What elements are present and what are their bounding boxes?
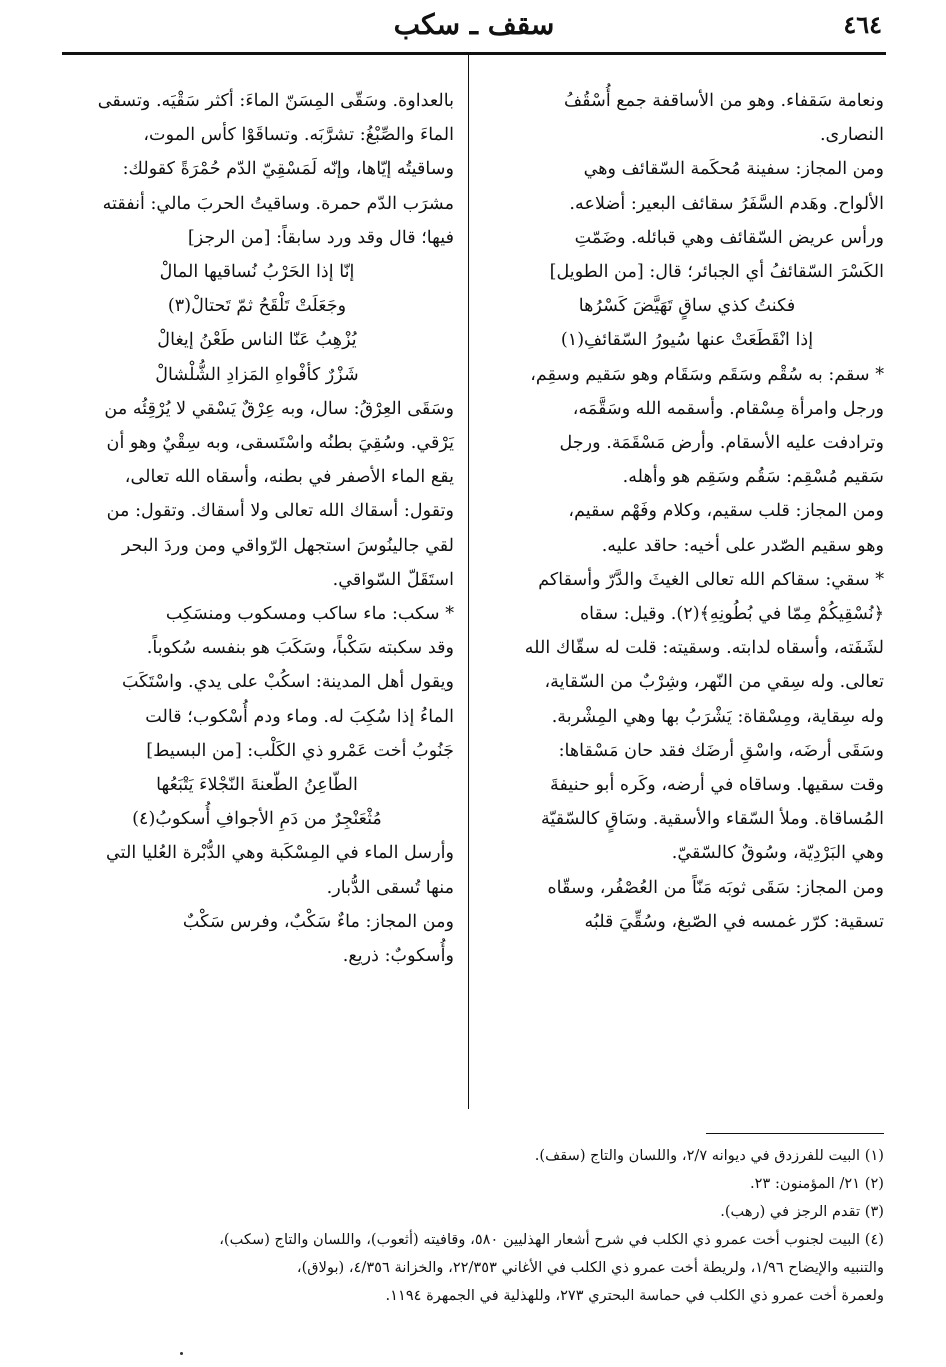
text-line: النصارى. <box>819 125 884 146</box>
text-line: يقع الماء الأصفر في بطنه، وأسقاه الله تعالى، <box>124 467 454 488</box>
verse-line: مُثْعَنْجِرٌ من دَمِ الأجوافِ أُسكوبُ(٤) <box>132 809 382 830</box>
text-line: * سقم: به سُقْم وسَقَم وسَقَام وهو سَقيم وسقِم، <box>530 364 884 385</box>
text-line: * سكب: ماء ساكب ومسكوب ومنسَكِب <box>165 604 454 625</box>
text-line: وساقيتُه إيّاها، وإنّه لَمَسْقِيّ الدّم حُمْرَةً كقولك: <box>122 159 454 180</box>
verse-line: الطّاعِنُ الطّعنةَ النّجْلاءَ يَتْبَعُها <box>156 775 358 796</box>
footnote-rule <box>706 1133 884 1134</box>
footnotes <box>60 1142 884 1310</box>
text-line: ورأس عريض السّقائف وهي قبائله. وضَمّتِ <box>574 227 884 248</box>
text-line: فيها؛ قال وقد ورد سابقاً: [من الرجز] <box>187 227 454 248</box>
text-line: الكَسْرَ السّقائفُ أي الجبائر؛ قال: [من الطويل] <box>549 262 884 283</box>
verse-line: فكنتُ كذي ساقٍ تَهَيَّضَ كَسْرُها <box>578 296 796 317</box>
text-line: وأُسكوبٌ: ذريع. <box>342 946 454 967</box>
text-line: وهو سقيم الصّدر على أخيه: حاقد عليه. <box>601 535 884 556</box>
text-line: ومن المجاز: سَقَى ثوبَه مَنّاً من العُصْفُر، وسقّاه <box>547 877 884 898</box>
text-line: يَرْقي. وسُقِيَ بطنُه واسْتَسقى، وبه سِقْيٌ وهو أن <box>106 433 454 454</box>
verse-line: يُزْهِبُ عَنّا الناس طَعْنُ إيغالْ <box>157 330 357 351</box>
verse-line: وجَعَلَتْ تَلْقَحُ ثمّ تَحتالْ(٣) <box>167 296 347 317</box>
print-speck <box>180 1352 183 1355</box>
footnote-line: ولعمرة أخت عمرو ذي الكلب في حماسة البحتري ٢٧٣، وللهذلية في الجمهرة ١١٩٤. <box>385 1287 884 1304</box>
verse-line: إذا انْقَطَعَتْ عنها سُيورُ السّقائفِ(١) <box>560 330 814 351</box>
running-title: سقف ـ سكب <box>393 8 555 41</box>
text-line: جَنُوبُ أخت عَمْرو ذي الكَلْب: [من البسيط] <box>146 740 454 761</box>
text-line: لشَفَته، وأسقاه لدابته. وسقيته: قلت له سقّاك الله <box>524 638 884 659</box>
footnote-line: (١) البيت للفرزدق في ديوانه ٢/٧، واللسان والتاج (سقف). <box>534 1147 884 1164</box>
text-line: وسَقَى العِرْقُ: سال، وبه عِرْقٌ يَسْقي لا يُرْقِئُه من <box>104 398 454 419</box>
text-line: بالعداوة. وسَقّى المِسَنّ الماءَ: أكثر سَقْيَه. وتسقى <box>97 91 454 111</box>
text-line: وهي البَرْدِيّة، وسُوقٌ كالسّقيّ. <box>671 843 884 864</box>
left-column <box>60 84 454 973</box>
text-line: المُساقاة. وملأ السّقاء والأسقية. وسَاقٍ كالسّقيّة <box>541 809 884 830</box>
text-line: وأرسل الماء في المِسْكَبة وهي الدُّبْرة العُليا التي <box>106 843 454 864</box>
text-line: استَقَلّ السّواقي. <box>332 569 454 590</box>
text-line: ومن المجاز: سفينة مُحكَمة السّقائف وهي <box>583 159 884 180</box>
text-line: * سقي: سقاكم الله تعالى الغيثَ والدَّرّ وأسقاكم <box>538 569 884 590</box>
text-line: ويقول أهل المدينة: اسكُبْ على يدي. واسْتَكَبَ <box>122 672 454 693</box>
text-line: ومن المجاز: ماءٌ سَكْبٌ، وفرس سَكْبٌ <box>182 911 454 932</box>
page-number: ٤٦٤ <box>843 10 882 39</box>
text-line: وترادفت عليه الأسقام. وأرض مَسْقَمَة. ورجل <box>559 433 884 454</box>
text-line: تسقية: كرّر غمسه في الصّبغ، وسُقِّيَ قلبُه <box>584 911 884 932</box>
text-line: لقي جالينُوسَ استجهل الرّواقي ومن وردَ البحر <box>121 535 454 556</box>
text-line: وله سِقاية، ومِسْقاة: يَشْرَبُ بها وهي المِشْربة. <box>551 706 884 727</box>
text-line: تعالى. وله سِقي من النّهر، وشِرْبٌ من السّقاية، <box>544 672 884 693</box>
text-line: ونعامة سَقفاء. وهو من الأساقفة جمع أُسْقُفُ <box>563 91 884 111</box>
text-line: منها تُسقى الدُّبار. <box>326 877 454 898</box>
text-line: ورجل وامرأة مِسْقام. وأسقمه الله وسَقَّمَه، <box>572 398 884 419</box>
header-rule <box>62 52 886 55</box>
text-line: الألواح. وهَدم السَّفَرُ سقائف البعير: أضلاعه. <box>569 193 884 214</box>
footnote-line: (٢) ٢١/ المؤمنون: ٢٣. <box>750 1175 884 1192</box>
text-line: الماءُ إذا سُكِبَ له. وماء ودم أُسْكوب؛ قالت <box>145 706 454 727</box>
text-line: وتقول: أسقاك الله تعالى ولا أسقاك. وتقول: من <box>106 501 454 522</box>
page-header <box>62 6 886 52</box>
text-line: الماءَ والصِّبْغُ: تشرَّبَه. وتساقَوْا كأس الموت، <box>143 125 454 146</box>
text-line: ﴿نُسْقِيكُمْ مِمّا في بُطُونِهِ﴾(٢). وقيل: سقاه <box>579 604 884 625</box>
column-divider <box>468 54 469 1109</box>
text-line: وقت سقيها. وساقاه في أرضه، وكَره أبو حنيفةَ <box>550 775 884 796</box>
footnote-line: (٣) تقدم الرجز في (رهب). <box>720 1203 884 1220</box>
right-column <box>490 84 884 939</box>
text-line: مشرَب الدّم حمرة. وساقيتُ الحربَ مالي: أنفقته <box>102 193 454 214</box>
footnote-line: (٤) البيت لجنوب أخت عمرو ذي الكلب في شرح أشعار الهذليين ٥٨٠، وقافيته (أثعوب)، واللسان والتاج (سكب)، <box>219 1231 884 1248</box>
text-line: سَقيم مُسْقِم: سَقُم وسَقِم هو وأهله. <box>622 467 884 488</box>
text-line: وقد سكبته سَكْباً، وسَكَبَ هو بنفسه سُكوباً. <box>146 638 454 659</box>
verse-line: إنّا إذا الحَرْبُ نُساقيها المالْ <box>159 262 355 283</box>
footnote-line: والتنبيه والإيضاح ١/٩٦، ولريطة أخت عمرو ذي الكلب في الأغاني ٢٢/٣٥٣، والخزانة ٤/٣٥٦، (بولاق)، <box>296 1259 884 1276</box>
text-line: وسَقَى أرضَه، واسْقِ أرضَك فقد حان مَسْقاها: <box>558 740 884 761</box>
verse-line: شَزْرٌ كأفْواهِ المَزادِ الشُّلْشالْ <box>155 364 359 385</box>
text-line: ومن المجاز: قلب سقيم، وكلام وفَهْم سقيم، <box>568 501 884 522</box>
